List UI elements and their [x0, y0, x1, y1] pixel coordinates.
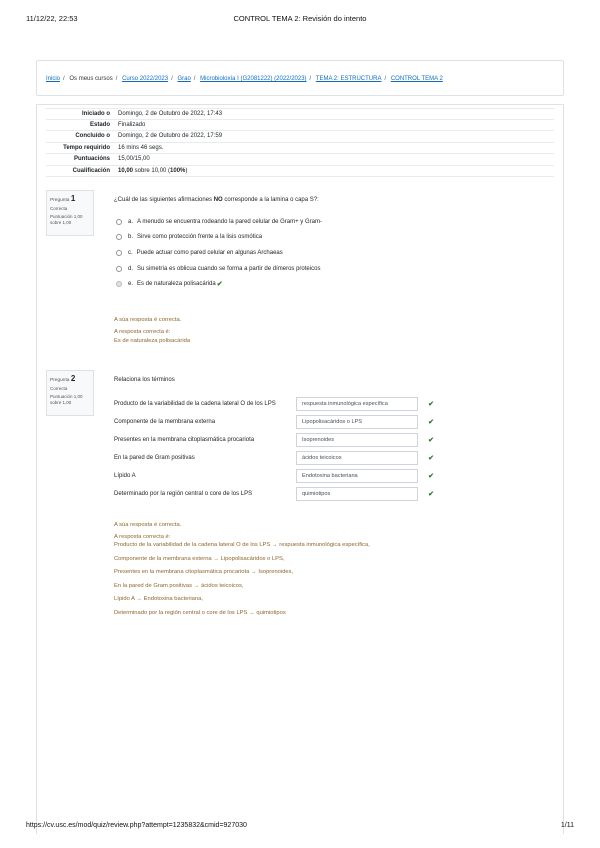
- grade-percent: 100%: [170, 167, 186, 174]
- breadcrumb: Inicio / Os meus cursos / Curso 2022/2023 / Grao / Microbioloxía I (G2081222) (2022/2023) / TEMA 2: ESTRUCTURA / CONTROL TEMA 2: [46, 76, 443, 82]
- option-text: A menudo se encuentra rodeando la pared celular de Gram+ y Gram-: [137, 218, 322, 225]
- radio-button[interactable]: [116, 234, 122, 240]
- breadcrumb-curso[interactable]: Curso 2022/2023: [122, 76, 169, 82]
- summary-row: [46, 108, 554, 120]
- radio-button[interactable]: [116, 219, 122, 225]
- match-answer-select[interactable]: Isoprenoides: [296, 433, 418, 447]
- option-letter: d.: [128, 265, 134, 272]
- question-grade: Puntuación 1,00 sobre 1,00: [50, 394, 83, 406]
- match-term: Componente de la membrana externa: [114, 419, 216, 425]
- attempt-summary-table: [46, 108, 554, 177]
- summary-label: Cualificación: [72, 167, 110, 174]
- answer-option[interactable]: [116, 214, 322, 230]
- option-letter: c.: [128, 249, 133, 256]
- correct-check-icon: ✔: [428, 401, 434, 408]
- feedback-correct-label: A resposta correcta é:: [114, 329, 171, 336]
- question-number: Pregunta 2: [50, 374, 76, 383]
- answer-option[interactable]: [116, 261, 322, 277]
- summary-value: Domingo, 2 de Outubro de 2022, 17:59: [118, 133, 223, 140]
- correct-check-icon: ✔: [428, 419, 434, 426]
- feedback-correct-line: Producto de la variabilidad de la cadena lateral O de los LPS → respuesta inmunológica específica,: [114, 542, 370, 548]
- match-term: Determinado por la región central o core de los LPS: [114, 491, 253, 497]
- match-answer-select[interactable]: ácidos teicoicos: [296, 451, 418, 465]
- match-answer-select[interactable]: quimiotipos: [296, 487, 418, 501]
- feedback-correct-answer: Es de naturaleza polisacárida: [114, 337, 191, 344]
- print-url: https://cv.usc.es/mod/quiz/review.php?attempt=1235832&cmid=927030: [26, 822, 247, 829]
- option-text: Sirve como protección frente a la lisis osmótica: [137, 234, 263, 241]
- summary-label: Estado: [89, 121, 110, 128]
- grade-mid: sobre 10,00 (: [133, 167, 171, 174]
- answer-option-selected[interactable]: [116, 276, 322, 292]
- grade-end: ): [185, 167, 188, 174]
- summary-row: [46, 120, 554, 132]
- match-row: [114, 413, 434, 431]
- question-state: Correcta: [50, 386, 68, 391]
- summary-row: [46, 166, 554, 178]
- summary-value: Domingo, 2 de Outubro de 2022, 17:43: [118, 110, 223, 117]
- summary-label: Iniciado o: [81, 110, 110, 117]
- answer-option[interactable]: [116, 230, 322, 246]
- breadcrumb-os-meus-cursos: Os meus cursos: [69, 76, 113, 82]
- match-row: [114, 467, 434, 485]
- feedback-correct-line: Lípido A → Endotoxina bacteriana,: [114, 596, 203, 602]
- print-page-number: 1/11: [560, 822, 574, 829]
- match-row: [114, 449, 434, 467]
- summary-value: Finalizado: [118, 121, 146, 128]
- answer-option[interactable]: [116, 245, 322, 261]
- print-footer: [26, 822, 574, 832]
- match-answer-select[interactable]: respuesta inmunológica específica: [296, 397, 418, 411]
- match-term: En la pared de Gram positivas: [114, 455, 195, 461]
- summary-label: Concluído o: [75, 133, 110, 140]
- question-1-feedback: [114, 316, 190, 345]
- radio-button-checked[interactable]: [116, 281, 122, 287]
- breadcrumb-container: [36, 60, 564, 96]
- summary-row: [46, 131, 554, 143]
- question-1-info: [46, 190, 94, 236]
- breadcrumb-inicio[interactable]: Inicio: [46, 76, 61, 82]
- feedback-status: A súa resposta é correcta.: [114, 522, 182, 528]
- option-text: Puede actuar como pared celular en algunas Archaeas: [136, 249, 283, 256]
- option-letter: a.: [128, 218, 134, 225]
- summary-row: [46, 154, 554, 166]
- match-term: Producto de la variabilidad de la cadena lateral O de los LPS: [114, 401, 276, 407]
- option-text: Su simetría es oblicua cuando se forma a partir de dímeros proteicos: [137, 265, 321, 272]
- correct-check-icon: ✔: [428, 473, 434, 480]
- question-2-text: Relaciona los términos: [114, 377, 175, 383]
- match-term: Lípido A: [114, 473, 136, 479]
- question-2-info: [46, 370, 94, 416]
- correct-check-icon: ✔: [428, 455, 434, 462]
- summary-label: Puntuacións: [73, 156, 110, 163]
- correct-check-icon: ✔: [428, 491, 434, 498]
- breadcrumb-course[interactable]: Microbioloxía I (G2081222) (2022/2023): [200, 76, 307, 82]
- feedback-correct-line: Presentes en la membrana citoplasmática procariota → Isoprenoides,: [114, 569, 294, 575]
- grade-score: 10,00: [118, 167, 134, 174]
- option-letter: b.: [128, 234, 134, 241]
- radio-button[interactable]: [116, 250, 122, 256]
- question-1-options: [116, 214, 322, 292]
- match-answer-select[interactable]: Endotoxina bacteriana: [296, 469, 418, 483]
- feedback-status: A súa resposta é correcta.: [114, 317, 182, 323]
- summary-value-grade: [110, 168, 187, 174]
- feedback-correct-line: En la pared de Gram positivas → ácidos teicoicos,: [114, 582, 244, 589]
- option-letter: e.: [128, 281, 134, 288]
- breadcrumb-grao[interactable]: Grao: [177, 76, 191, 82]
- summary-label: Tempo requirido: [63, 144, 110, 151]
- breadcrumb-topic[interactable]: TEMA 2: ESTRUCTURA: [315, 76, 382, 82]
- match-row: [114, 395, 434, 413]
- matching-table: [114, 395, 434, 503]
- question-2-feedback: [114, 521, 370, 622]
- correct-check-icon: ✔: [216, 281, 223, 289]
- feedback-correct-label: A resposta correcta é:: [114, 534, 171, 540]
- match-row: [114, 431, 434, 449]
- summary-value: 15,00/15,00: [118, 156, 150, 163]
- print-title: CONTROL TEMA 2: Revisión do intento: [233, 14, 367, 23]
- question-grade: Puntuación 1,00 sobre 1,00: [50, 214, 83, 226]
- match-answer-select[interactable]: Lipopolisacáridos o LPS: [296, 415, 418, 429]
- print-datetime: 11/12/22, 22:53: [26, 14, 78, 23]
- print-header: [26, 14, 574, 24]
- match-term: Presentes en la membrana citoplasmática procariota: [114, 437, 255, 443]
- summary-row: [46, 143, 554, 155]
- feedback-correct-line: Determinado por la región central o core de los LPS → quimiotipos: [114, 609, 286, 616]
- match-row: [114, 485, 434, 503]
- question-number: Pregunta 1: [50, 194, 76, 203]
- feedback-correct-line: Componente de la membrana externa → Lipopolisacáridos o LPS,: [114, 555, 285, 562]
- question-state: Correcta: [50, 206, 68, 211]
- correct-check-icon: ✔: [428, 437, 434, 444]
- option-text: Es de naturaleza polisacárida: [137, 281, 216, 288]
- summary-value: 16 mins 46 segs.: [118, 144, 164, 151]
- breadcrumb-quiz[interactable]: CONTROL TEMA 2: [390, 76, 443, 82]
- radio-button[interactable]: [116, 266, 122, 272]
- question-1-text: ¿Cuál de las siguientes afirmaciones NO corresponde a la lamina o capa S?:: [114, 197, 319, 203]
